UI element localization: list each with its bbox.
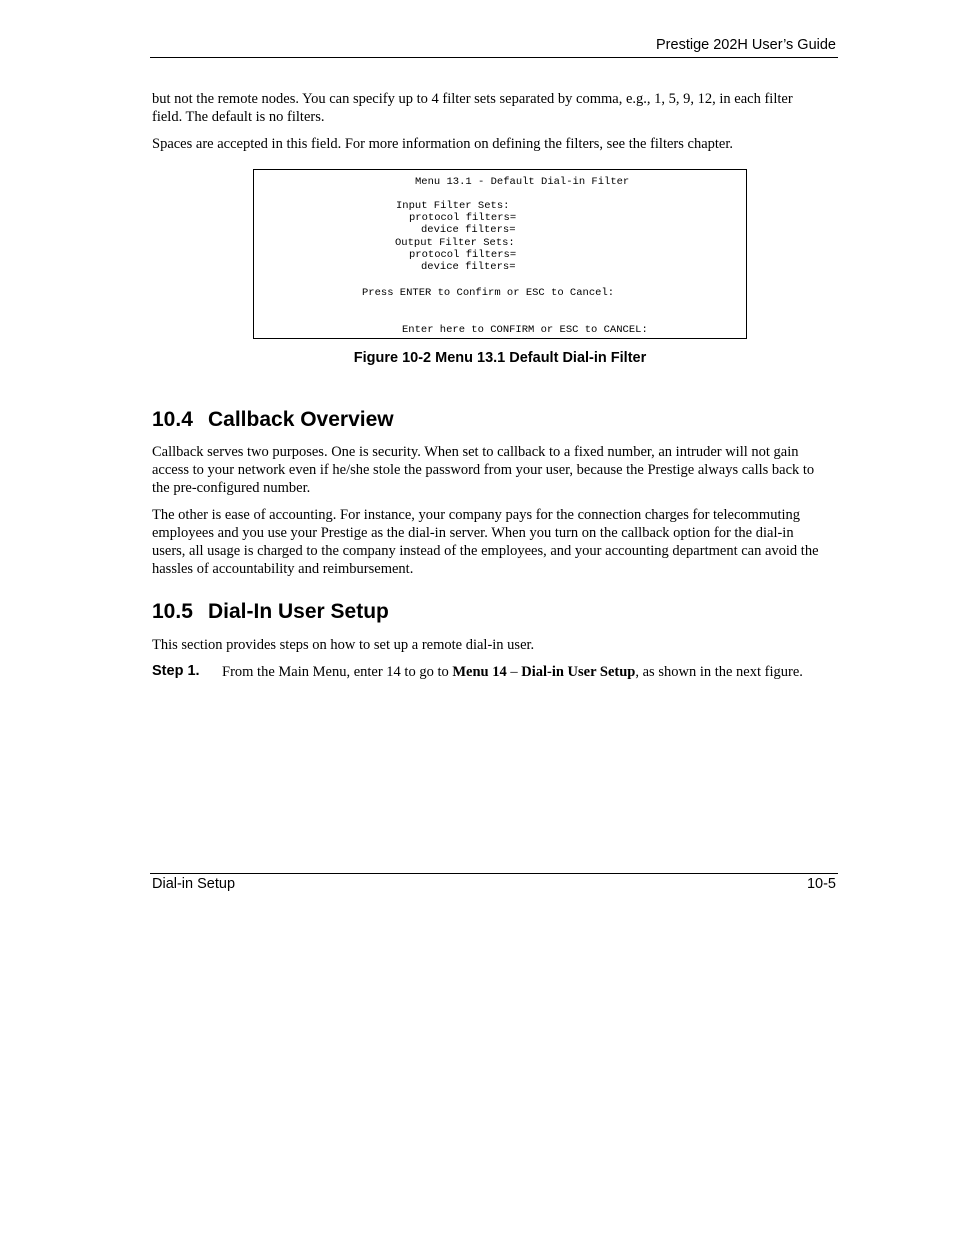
section-title: Dial-In User Setup (208, 600, 389, 623)
terminal-confirm-field: Enter here to CONFIRM or ESC to CANCEL: (402, 324, 648, 336)
setup-intro-paragraph: This section provides steps on how to set up a remote dial-in user. (152, 637, 535, 653)
section-heading-10-5 (152, 600, 389, 624)
terminal-confirm-prompt: Press ENTER to Confirm or ESC to Cancel: (362, 287, 615, 299)
footer-rule (150, 873, 838, 874)
step-label: Step 1. (152, 663, 200, 679)
step-text-part: , as shown in the next figure. (635, 664, 803, 680)
terminal-output-protocol-filters: protocol filters= (409, 249, 517, 261)
header-rule (150, 57, 838, 58)
section-title: Callback Overview (208, 408, 394, 431)
terminal-input-protocol-filters: protocol filters= (409, 212, 517, 224)
terminal-menu-title: Menu 13.1 - Default Dial-in Filter (415, 176, 630, 188)
callback-paragraph-1: Callback serves two purposes. One is security. When set to callback to a fixed number, an intruder will not gain access to your network even if he/she stole the password from your user, because the Prestige always calls back to the pre-configured number. (152, 444, 815, 496)
terminal-output-device-filters: device filters= (421, 261, 516, 273)
step-text (222, 663, 822, 681)
page-number: 10-5 (806, 876, 836, 892)
callback-paragraph-2: The other is ease of accounting. For instance, your company pays for the connection charges for telecommuting employees and you use your Prestige as the dial-in server. When you turn on the callback option for the dial-in users, all usage is charged to the company instead of the employees, and your accounting department can avoid the hassles of accountability and reimbursement. (152, 507, 819, 577)
section-number: 10.4 (152, 408, 193, 431)
section-number: 10.5 (152, 600, 193, 623)
step-text-part: From the Main Menu, enter 14 to go to (222, 664, 453, 680)
running-header: Prestige 202H User’s Guide (656, 37, 836, 53)
step-text-dash: – (506, 664, 522, 680)
menu-name-reference: Dial-in User Setup (521, 664, 636, 680)
intro-paragraph-1: but not the remote nodes. You can specify up to 4 filter sets separated by comma, e.g., 1, 5, 9, 12, in each filter field. The default is no filters. (152, 91, 793, 125)
figure-caption: Figure 10-2 Menu 13.1 Default Dial-in Filter (353, 350, 647, 366)
terminal-output-filter-sets: Output Filter Sets: (395, 237, 515, 249)
footer-chapter: Dial-in Setup (152, 876, 236, 892)
terminal-input-filter-sets: Input Filter Sets: (396, 200, 510, 212)
menu-reference: Menu 14 (452, 664, 507, 680)
terminal-screen (253, 169, 747, 339)
intro-paragraph-2: Spaces are accepted in this field. For more information on defining the filters, see the filters chapter. (152, 136, 734, 152)
terminal-input-device-filters: device filters= (421, 224, 516, 236)
section-heading-10-4 (152, 408, 394, 432)
